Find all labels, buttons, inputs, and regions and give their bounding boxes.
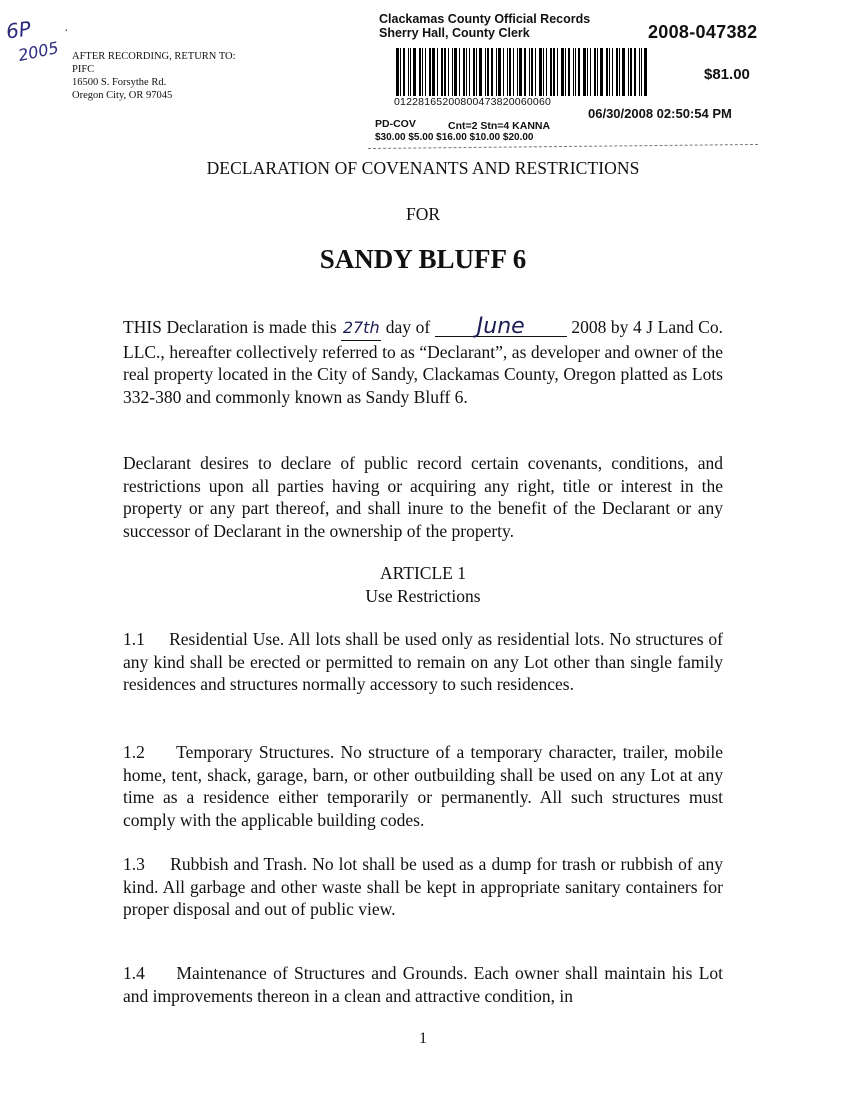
- section-1-4: [123, 962, 723, 1007]
- subdivision-name: SANDY BLUFF 6: [319, 244, 527, 274]
- intro-paragraph: [123, 316, 723, 408]
- intro-text-between: day of: [381, 317, 435, 337]
- article-title: Use Restrictions: [365, 585, 481, 606]
- article-heading: [0, 562, 846, 607]
- section-text: Rubbish and Trash. No lot shall be used as a dump for trash or rubbish of any kind. All garbage and other waste shall be kept in appropriate sanitary containers for proper disposal and out of public view.: [123, 854, 723, 920]
- section-1-3: [123, 853, 723, 921]
- handwritten-month: June: [435, 318, 567, 337]
- article-number: ARTICLE 1: [380, 563, 466, 583]
- document-title-for: FOR: [405, 204, 441, 224]
- barcode-number: 01228165200800473820060060: [394, 96, 552, 108]
- handwritten-margin-note: 6P: [4, 16, 33, 44]
- section-text: Maintenance of Structures and Grounds. Each owner shall maintain his Lot and improvements thereon in a clean and attractive condition, in: [123, 963, 723, 1006]
- page-number: 1: [419, 1030, 427, 1047]
- return-to-label: AFTER RECORDING, RETURN TO:: [72, 51, 236, 62]
- return-to-street: 16500 S. Forsythe Rd.: [72, 77, 167, 88]
- section-1-2: [123, 741, 723, 831]
- county-clerk: Sherry Hall, County Clerk: [379, 26, 530, 40]
- section-number: 1.2: [123, 742, 145, 762]
- return-to-name: PIFC: [72, 64, 95, 75]
- purpose-paragraph: Declarant desires to declare of public record certain covenants, conditions, and restrictions upon all parties having or acquiring any right, title or interest in the property or any part thereof, and shall inure to the benefit of the Declarant or any successor of Declarant in the ownership of the property.: [123, 453, 723, 541]
- handwritten-margin-note-year: 2005: [16, 37, 61, 66]
- recording-datetime: 06/30/2008 02:50:54 PM: [588, 106, 732, 121]
- return-to-address: [72, 50, 236, 102]
- recording-stamp: [375, 10, 778, 160]
- document-title: DECLARATION OF COVENANTS AND RESTRICTIONS: [206, 158, 640, 178]
- section-1-1: [123, 628, 723, 696]
- section-number: 1.1: [123, 629, 145, 649]
- recording-fee: $81.00: [704, 66, 750, 83]
- section-number: 1.4: [123, 963, 145, 983]
- margin-mark: ·: [64, 24, 69, 39]
- section-text: Temporary Structures. No structure of a temporary character, trailer, mobile home, tent, shack, garage, barn, or other outbuilding shall be used on any Lot at any time as a residence either temporarily or permanently. All such structures must comply with the applicable building codes.: [123, 742, 724, 830]
- handwritten-day: 27th: [341, 317, 381, 341]
- intro-text-start: THIS Declaration is made this: [123, 317, 342, 337]
- intro-text-rest: 2008 by 4 J Land Co. LLC., hereafter collectively referred to as “Declarant”, as developer and owner of the real property located in the City of Sandy, Clackamas County, Oregon platted as Lots 332-380 and commonly known as Sandy Bluff 6.: [123, 317, 723, 407]
- recording-counts: Cnt=2 Stn=4 KANNA: [448, 120, 551, 132]
- document-type-code: PD-COV: [375, 118, 416, 130]
- barcode-icon: [396, 48, 652, 96]
- section-text: Residential Use. All lots shall be used only as residential lots. No structures of any kind shall be erected or permitted to remain on any Lot other than single family residences and structures normally accessory to such residences.: [123, 629, 724, 695]
- recording-office: [379, 12, 590, 40]
- office-name: Clackamas County Official Records: [379, 12, 591, 26]
- fees-breakdown: $30.00 $5.00 $16.00 $10.00 $20.00: [375, 132, 534, 143]
- return-to-city: Oregon City, OR 97045: [72, 90, 173, 101]
- section-number: 1.3: [123, 854, 145, 874]
- document-number: 2008-047382: [648, 22, 758, 42]
